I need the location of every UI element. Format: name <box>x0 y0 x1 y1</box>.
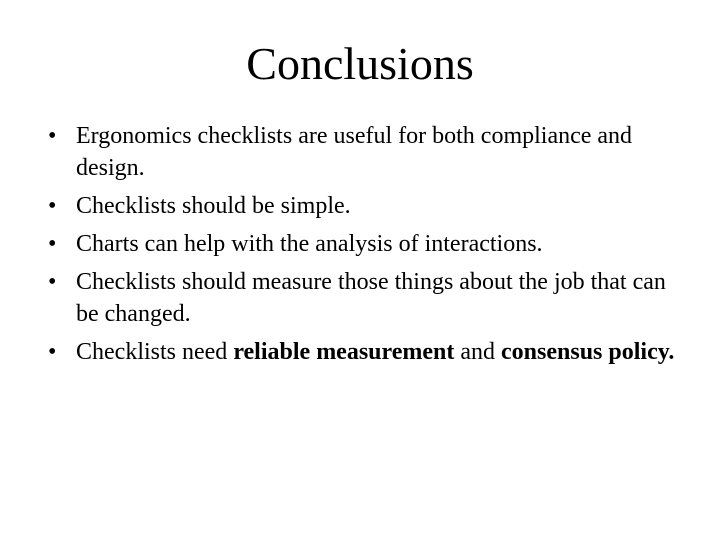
bullet-item <box>48 266 688 330</box>
slide-title: Conclusions <box>246 38 474 89</box>
bullet-icon: • <box>48 231 57 257</box>
bullet-text: Ergonomics checklists are useful for both compliance and design. <box>76 123 633 181</box>
bullet-text: Charts can help with the analysis of interactions. <box>76 231 543 257</box>
bullet-icon: • <box>48 123 57 149</box>
bullet-text: Checklists should measure those things about the job that can be changed. <box>76 269 666 327</box>
bullet-icon: • <box>48 339 57 365</box>
bullet-text-prefix: Checklists need <box>76 339 234 365</box>
bullet-text: Checklists should be simple. <box>76 193 351 219</box>
bullet-text-middle: and <box>454 339 502 365</box>
bullet-list <box>48 120 688 374</box>
emphasized-text-consensus-policy: consensus policy. <box>501 339 675 365</box>
bullet-item <box>48 190 688 222</box>
bullet-icon: • <box>48 193 57 219</box>
bullet-item <box>48 336 688 368</box>
bullet-item <box>48 228 688 260</box>
bullet-item <box>48 120 688 184</box>
bullet-icon: • <box>48 269 57 295</box>
emphasized-text-reliable-measurement: reliable measurement <box>233 339 455 365</box>
